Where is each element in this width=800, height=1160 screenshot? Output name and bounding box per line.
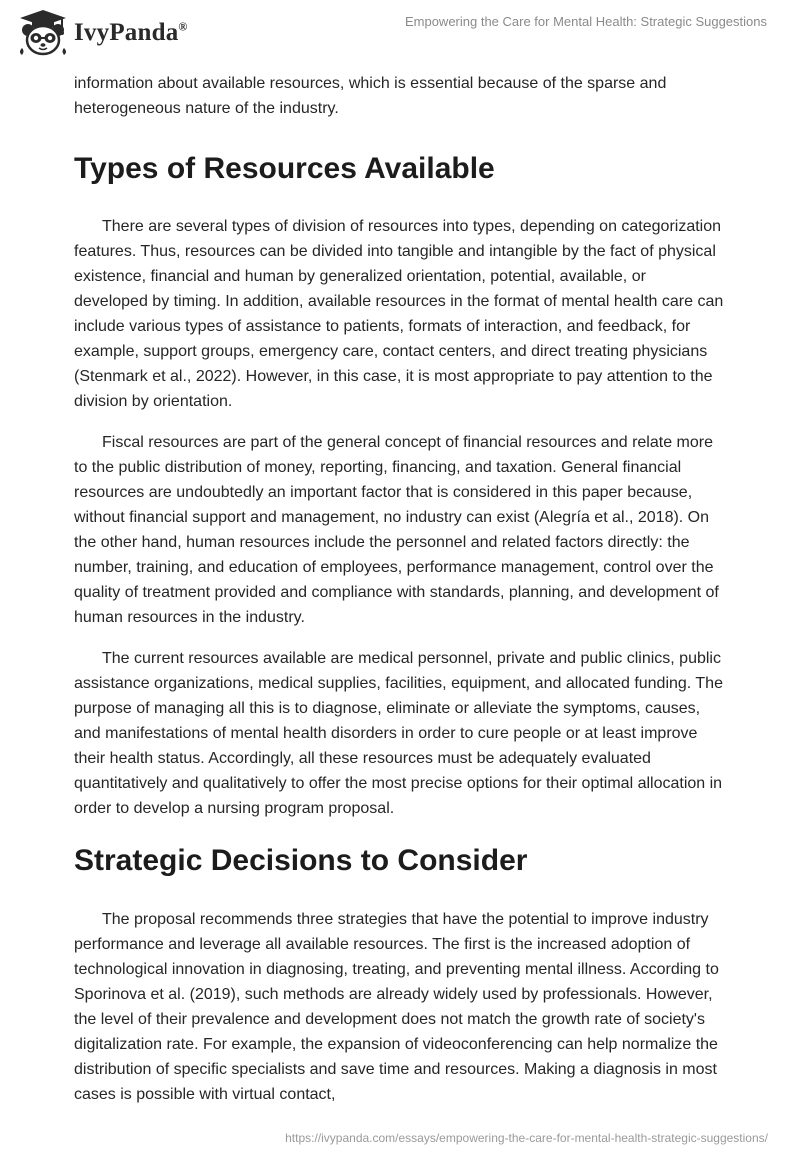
essay-content [74, 71, 724, 1107]
panda-graduate-icon [16, 8, 70, 58]
logo-text: IvyPanda [74, 19, 179, 46]
document-title: Empowering the Care for Mental Health: Strategic Suggestions [404, 14, 767, 29]
source-url[interactable]: https://ivypanda.com/essays/empowering-the-care-for-mental-health-strategic-suggestions/ [285, 1131, 768, 1145]
logo-wordmark [74, 19, 188, 47]
paragraph: There are several types of division of resources into types, depending on categorization features. Thus, resources can be divided into tangible and intangible by the fact of physical existence, financial and human by generalized orientation, potential, available, or developed by timing. In addition, available resources in the format of mental health care can include various types of assistance to patients, formats of interaction, and feedback, for example, support groups, emergency care, contact centers, and direct treating physicians (Stenmark et al., 2022). However, in this case, it is most appropriate to pay attention to the division by orientation. [74, 218, 724, 410]
intro-fragment: information about available resources, which is essential because of the sparse and heterogeneous nature of the industry. [74, 75, 667, 117]
paragraph: The current resources available are medical personnel, private and public clinics, public assistance organizations, medical supplies, facilities, equipment, and allocated funding. The purpose of managing all this is to diagnose, eliminate or alleviate the symptoms, causes, and manifestations of mental health disorders in order to cure people or at least improve their health status. Accordingly, all these resources must be adequately evaluated quantitatively and qualitatively to offer the most precise options for their optimal allocation in order to develop a nursing program proposal. [74, 650, 723, 817]
page-header [0, 0, 800, 60]
section-heading-types-of-resources: Types of Resources Available [74, 152, 495, 185]
registered-mark: ® [178, 19, 188, 34]
paragraph: The proposal recommends three strategies that have the potential to improve industry performance and leverage all available resources. The first is the increased adoption of technological innovation in diagnosing, treating, and preventing mental illness. According to Sporinova et al. (2019), such methods are already widely used by professionals. However, the level of their prevalence and development does not match the growth rate of society's digitalization rate. For example, the expansion of videoconferencing can help normalize the distribution of specific specialists and save time and resources. Making a diagnosis in most cases is possible with virtual contact, [74, 911, 719, 1103]
paragraph: Fiscal resources are part of the general concept of financial resources and relate more to the public distribution of money, reporting, financing, and taxation. General financial resources are undoubtedly an important factor that is considered in this paper because, without financial support and management, no industry can exist (Alegría et al., 2018). On the other hand, human resources include the personnel and related factors directly: the number, training, and education of employees, performance management, control over the quality of treatment provided and compliance with standards, planning, and development of human resources in the industry. [74, 434, 719, 626]
ivypanda-logo[interactable] [16, 8, 188, 58]
section-heading-strategic-decisions: Strategic Decisions to Consider [74, 844, 528, 877]
